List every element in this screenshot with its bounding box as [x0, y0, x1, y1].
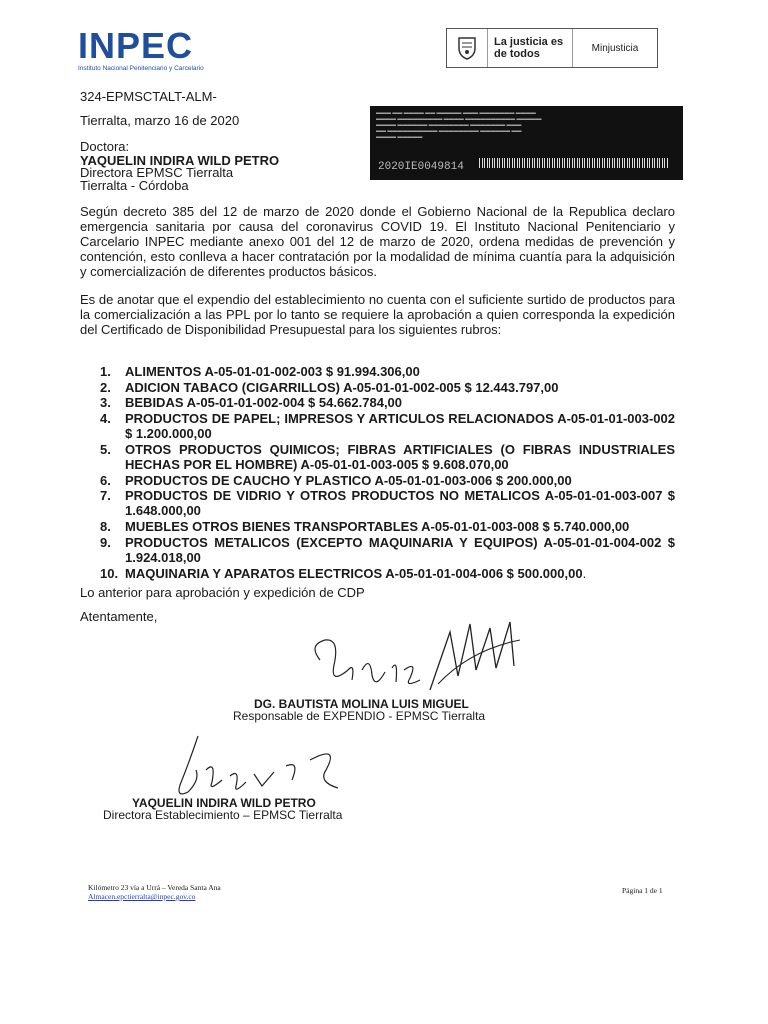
recipient-city: Tierralta - Córdoba — [80, 178, 189, 193]
logo-wordmark: INPEC — [78, 25, 194, 66]
email-link[interactable]: Almacen.epctierralta@inpec.gov.co — [88, 892, 196, 901]
closing-line: Lo anterior para aprobación y expedición de CDP — [80, 585, 365, 600]
page-number: Página 1 de 1 — [622, 886, 663, 895]
signer-1-name: DG. BAUTISTA MOLINA LUIS MIGUEL — [254, 697, 469, 711]
coat-of-arms-icon — [447, 29, 488, 67]
salutation: Doctora: — [80, 139, 130, 154]
list-item: 7. PRODUCTOS DE VIDRIO Y OTROS PRODUCTOS NO METALICOS A-05-01-01-003-007 $ 1.648.000,00 — [100, 488, 675, 519]
signature-1-image — [300, 610, 540, 705]
government-banner — [446, 28, 658, 68]
barcode-icon — [479, 158, 669, 168]
inpec-logo — [78, 25, 218, 72]
list-item: 3. BEBIDAS A-05-01-01-002-004 $ 54.662.784,00 — [100, 395, 403, 411]
list-item: 6. PRODUCTOS DE CAUCHO Y PLASTICO A-05-01-01-003-006 $ 200.000,00 — [100, 472, 572, 488]
recipient-title: Directora EPMSC Tierralta — [80, 165, 234, 180]
list-item: 9. PRODUCTOS METALICOS (EXCEPTO MAQUINARIA Y EQUIPOS) A-05-01-01-004-002 $ 1.924.018,00 — [100, 534, 675, 565]
signature-2-image — [150, 730, 360, 805]
list-item: 5. OTROS PRODUCTOS QUIMICOS; FIBRAS ARTIFICIALES (O FIBRAS INDUSTRIALES HECHAS POR EL HOMBRE) A-05-01-01-003-005 $ 9.608.070,00 — [100, 441, 675, 472]
signer-1-role: Responsable de EXPENDIO - EPMSC Tierralta — [233, 709, 486, 723]
body-paragraph-1: Según decreto 385 del 12 de marzo de 2020 donde el Gobierno Nacional de la Republica declaro emergencia sanitaria por causa del coronavirus COVID 19. El Instituto Nacional Penitenciario y Carcelario INPEC mediante anexo 001 del 12 de marzo de 2020, ordena medidas de prevención y contención, esto conlleva a hacer contratación por la modalidad de mínima cuantía para la adquisición y comercialización de diferentes productos básicos. — [80, 204, 675, 279]
list-item: 2. ADICION TABACO (CIGARRILLOS) A-05-01-01-002-005 $ 12.443.797,00 — [100, 379, 559, 395]
document-reference: 324-EPMSCTALT-ALM- — [80, 89, 217, 104]
list-item: 10. MAQUINARIA Y APARATOS ELECTRICOS A-05-01-01-004-006 $ 500.000,00. — [100, 565, 587, 581]
ministry-label: Minjusticia — [591, 42, 639, 54]
signer-2-role: Directora Establecimiento – EPMSC Tierralta — [103, 808, 343, 822]
list-item: 8. MUEBLES OTROS BIENES TRANSPORTABLES A-05-01-01-003-008 $ 5.740.000,00 — [100, 519, 630, 535]
body-paragraph-2: Es de anotar que el expendio del establecimiento no cuenta con el suficiente surtido de productos para la comercialización a las PPL por lo tanto se requiere la aprobación a quien corresponda la expedición del Certificado de Disponibilidad Presupuestal para los siguientes rubros: — [80, 292, 675, 337]
farewell: Atentamente, — [80, 609, 158, 624]
budget-items-list — [80, 364, 675, 581]
logo-subtitle: Instituto Nacional Penitenciario y Carcelario — [78, 65, 204, 72]
stamp-number: 2020IE0049814 — [378, 161, 464, 173]
footer-address: Kilómetro 23 vía a Urrá – Vereda Santa Ana — [88, 883, 221, 892]
list-item: 1. ALIMENTOS A-05-01-01-002-003 $ 91.994.306,00 — [100, 364, 420, 379]
footer-email[interactable] — [88, 892, 195, 901]
document-date: Tierralta, marzo 16 de 2020 — [80, 113, 240, 128]
list-item: 4. PRODUCTOS DE PAPEL; IMPRESOS Y ARTICULOS RELACIONADOS A-05-01-01-003-002 $ 1.200.000,00 — [100, 411, 675, 442]
gov-slogan: La justicia es de todos — [488, 29, 573, 67]
signer-2-name: YAQUELIN INDIRA WILD PETRO — [132, 796, 316, 810]
recipient-name: YAQUELIN INDIRA WILD PETRO — [80, 153, 280, 168]
filing-stamp: ▬▬▬ ▬▬ ▬▬▬▬ ▬▬ ▬▬▬▬▬ ▬▬▬ ▬▬▬▬▬▬▬ ▬▬▬▬ ▬▬▬▬ ▬▬▬▬▬▬▬▬▬ ▬▬▬▬ ▬▬▬▬▬▬▬▬▬▬ ▬▬▬▬▬ ▬▬▬▬ ▬▬▬▬▬▬ ▬▬▬▬▬▬▬▬ ▬▬▬▬▬▬▬ ▬▬▬ ▬▬ ▬▬▬▬▬▬▬▬▬▬ ▬▬▬▬▬▬▬▬ ▬▬▬▬▬▬ ▬▬ ▬▬▬▬ ▬▬▬▬▬ 2020IE0049814 — [370, 106, 683, 180]
